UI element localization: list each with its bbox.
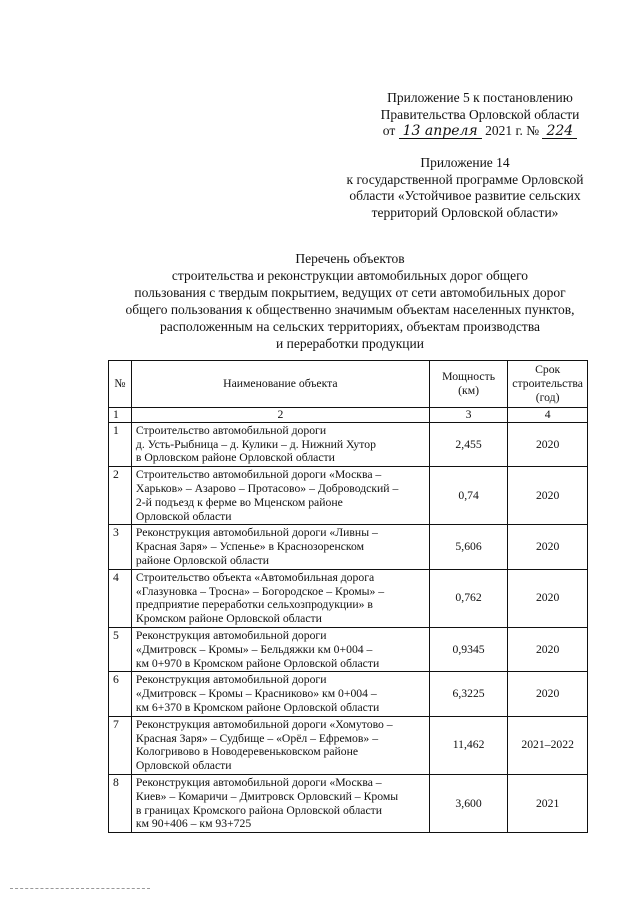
capacity-value: 3,600 [429, 774, 507, 832]
term-value: 2020 [508, 525, 588, 569]
resolution-annex-block [360, 90, 600, 140]
column-index-row [109, 408, 588, 423]
table-header-row [109, 361, 588, 408]
capacity-value: 0,9345 [429, 627, 507, 671]
document-title [90, 250, 610, 352]
object-name: Реконструкция автомобильной дороги «Хомутово – Красная Заря» – Судбище – «Орёл – Ефремов» – Кологривово в Новодеревеньковском районе Орловской области [131, 716, 429, 774]
program-annex-block [330, 155, 600, 221]
column-index: 4 [508, 408, 588, 423]
table-row [109, 525, 588, 569]
program-annex-line-4: территорий Орловской области» [371, 204, 559, 220]
header-term: Срок строительства (год) [508, 361, 588, 408]
title-line-3: пользования с твердым покрытием, ведущих от сети автомобильных дорог [134, 285, 566, 300]
object-name: Строительство автомобильной дороги д. Усть-Рыбница – д. Кулики – д. Нижний Хутор в Орловском районе Орловской области [131, 422, 429, 466]
row-number: 7 [109, 716, 132, 774]
title-line-6: и переработки продукции [276, 336, 424, 351]
annex-line-1: Приложение 5 к постановлению [387, 90, 573, 105]
term-value: 2020 [508, 422, 588, 466]
capacity-value: 2,455 [429, 422, 507, 466]
table-row [109, 569, 588, 627]
header-name: Наименование объекта [131, 361, 429, 408]
capacity-value: 0,74 [429, 467, 507, 525]
row-number: 1 [109, 422, 132, 466]
object-name: Реконструкция автомобильной дороги «Ливны – Красная Заря» – Успенье» в Краснозоренском районе Орловской области [131, 525, 429, 569]
capacity-value: 6,3225 [429, 672, 507, 716]
title-line-2: строительства и реконструкции автомобильных дорог общего [171, 268, 529, 283]
table-row [109, 422, 588, 466]
from-prefix: от [382, 123, 396, 138]
table-row [109, 774, 588, 832]
program-annex-line-2: к государственной программе Орловской [346, 171, 584, 187]
object-name: Строительство автомобильной дороги «Москва – Харьков» – Азарово – Протасово» – Доброводский – 2-й подъезд к ферме во Мценском районе Орловской области [131, 467, 429, 525]
term-value: 2021–2022 [508, 716, 588, 774]
object-name: Реконструкция автомобильной дороги «Дмитровск – Кромы – Красниково» км 0+004 – км 6+370 в Кромском районе Орловской области [131, 672, 429, 716]
row-number: 4 [109, 569, 132, 627]
column-index: 3 [429, 408, 507, 423]
term-value: 2020 [508, 672, 588, 716]
handwritten-date: 13 апреля [399, 124, 482, 139]
row-number: 3 [109, 525, 132, 569]
table-row [109, 467, 588, 525]
program-annex-line-1: Приложение 14 [420, 155, 510, 170]
column-index: 2 [131, 408, 429, 423]
handwritten-number: 224 [542, 124, 577, 139]
footer-scribble [10, 888, 150, 892]
table-row [109, 716, 588, 774]
table-body [109, 422, 588, 832]
table-row [109, 627, 588, 671]
column-index: 1 [109, 408, 132, 423]
annex-line-2: Правительства Орловской области [380, 106, 580, 122]
capacity-value: 5,606 [429, 525, 507, 569]
object-name: Реконструкция автомобильной дороги «Москва – Киев» – Комаричи – Дмитровск Орловский – Кромы в границах Кромского района Орловской области км 90+406 – км 93+725 [131, 774, 429, 832]
capacity-value: 0,762 [429, 569, 507, 627]
header-num: № [109, 361, 132, 408]
capacity-value: 11,462 [429, 716, 507, 774]
row-number: 8 [109, 774, 132, 832]
annex-date-line [360, 123, 600, 140]
term-value: 2020 [508, 569, 588, 627]
title-line-4: общего пользования к общественно значимым объектам населенных пунктов, [125, 302, 575, 317]
title-line-5: расположенным на сельских территориях, объектам производства [159, 319, 541, 334]
row-number: 6 [109, 672, 132, 716]
header-capacity: Мощность (км) [429, 361, 507, 408]
objects-table [108, 360, 588, 833]
term-value: 2020 [508, 627, 588, 671]
table-row [109, 672, 588, 716]
term-value: 2021 [508, 774, 588, 832]
title-line-1: Перечень объектов [295, 251, 405, 266]
object-name: Строительство объекта «Автомобильная дорога «Глазуновка – Тросна» – Богородское – Кромы» – предприятие переработки сельхозпродукции» в Кромском районе Орловской области [131, 569, 429, 627]
row-number: 2 [109, 467, 132, 525]
object-name: Реконструкция автомобильной дороги «Дмитровск – Кромы» – Бельдяжки км 0+004 – км 0+970 в Кромском районе Орловской области [131, 627, 429, 671]
term-value: 2020 [508, 467, 588, 525]
year-text: 2021 г. № [485, 123, 540, 138]
row-number: 5 [109, 627, 132, 671]
program-annex-line-3: области «Устойчивое развитие сельских [349, 188, 581, 203]
